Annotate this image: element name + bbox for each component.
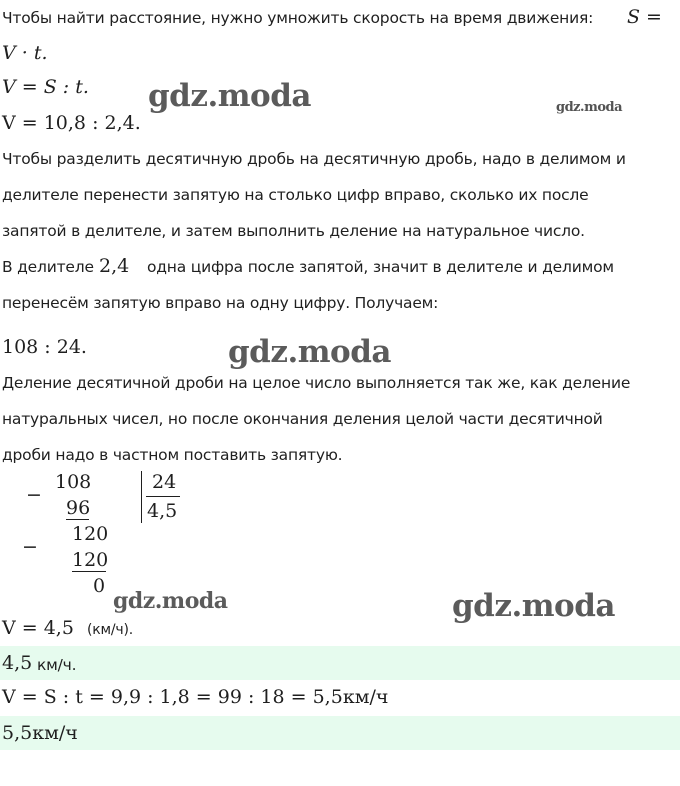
step-shift-line2: перенесём запятую вправо на одну цифру. Получаем: <box>2 294 439 312</box>
quotient-line <box>146 496 180 497</box>
alt-solution: V = S : t = 9,9 : 1,8 = 99 : 18 = 5,5км/ч <box>2 686 389 708</box>
minus-sign-1: − <box>26 484 42 506</box>
watermark-small: gdz.moda <box>556 100 623 115</box>
quotient: 4,5 <box>147 500 178 522</box>
rule-line-3: запятой в делителе, и затем выполнить деление на натуральное число. <box>2 222 585 240</box>
intro-text: Чтобы найти расстояние, нужно умножить скорость на время движения: <box>2 9 594 27</box>
watermark-4: gdz.moda <box>452 588 615 624</box>
step-shift-divisor: 2,4 <box>99 255 130 277</box>
formula-v-value: V = 10,8 : 2,4. <box>2 112 141 134</box>
rule2-line-3: дроби надо в частном поставить запятую. <box>2 446 343 464</box>
rule2-line-2: натуральных чисел, но после окончания деления целой части десятичной <box>2 410 603 428</box>
intro-formula-tail: S = <box>627 6 662 28</box>
watermark-3: gdz.moda <box>113 588 228 614</box>
rule-line-1: Чтобы разделить десятичную дробь на десятичную дробь, надо в делимом и <box>2 150 626 168</box>
watermark-1: gdz.moda <box>148 78 311 114</box>
answer-block-1 <box>0 646 680 680</box>
formula-108-24: 108 : 24. <box>2 336 87 358</box>
rule2-line-1: Деление десятичной дроби на целое число выполняется так же, как деление <box>2 374 631 392</box>
subtrahend-2: 120 <box>72 549 109 571</box>
formula-v-equals-s-over-t: V = S : t. <box>2 76 89 98</box>
answer2-value: 5,5км/ч <box>2 722 78 744</box>
dividend: 108 <box>55 471 92 493</box>
underline-1 <box>66 519 89 520</box>
divisor: 24 <box>152 471 177 493</box>
answer-block-2 <box>0 716 680 750</box>
minus-sign-2: − <box>22 536 38 558</box>
watermark-2: gdz.moda <box>228 334 391 370</box>
intro-formula-line2: V · t. <box>2 42 48 64</box>
answer1-unit: км/ч. <box>37 656 77 674</box>
step-shift-suffix: одна цифра после запятой, значит в делителе и делимом <box>147 258 614 276</box>
result-unit: (км/ч). <box>87 622 133 638</box>
underline-2 <box>72 571 106 572</box>
subtrahend-1: 96 <box>66 497 91 519</box>
remainder-1: 120 <box>72 523 109 545</box>
divisor-bar <box>141 471 142 523</box>
step-shift-prefix: В делителе <box>2 258 94 276</box>
remainder-2: 0 <box>93 575 106 597</box>
result-formula: V = 4,5 <box>2 617 74 639</box>
answer1-value: 4,5 <box>2 652 33 674</box>
rule-line-2: делителе перенести запятую на столько цифр вправо, сколько их после <box>2 186 589 204</box>
